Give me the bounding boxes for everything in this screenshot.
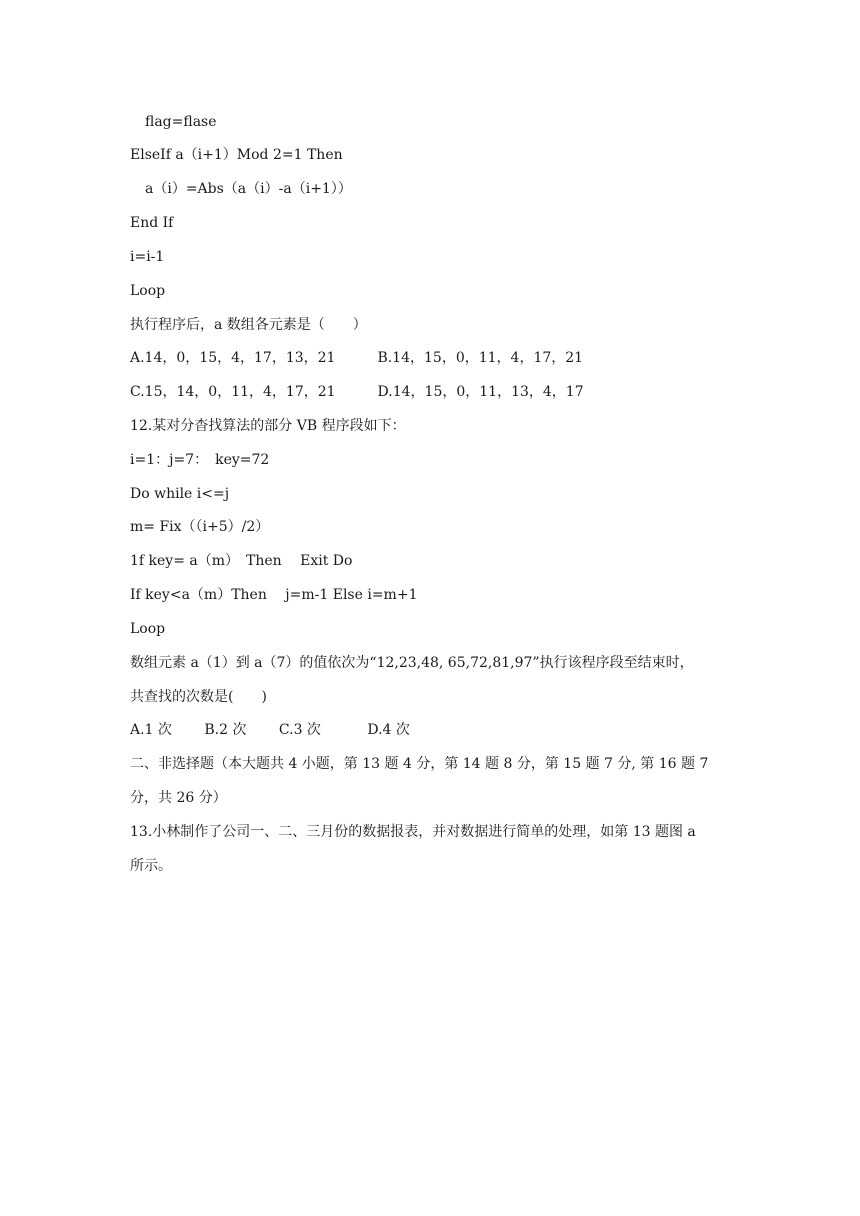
code-line-elseif: ElseIf a（i+1）Mod 2=1 Then (130, 147, 343, 163)
code-line-flag: flag=flase (145, 114, 217, 130)
code-line-decrement: i=i-1 (130, 249, 165, 265)
question-12-options: A.1 次 B.2 次 C.3 次 D.4 次 (130, 722, 410, 738)
question-12-description: 数组元素 a（1）到 a（7）的值依次为“12,23,48, 65,72,81,97”执行该程序段至结束时， (130, 655, 694, 671)
question-13-text-cont: 所示。 (130, 858, 172, 874)
question-11-prompt: 执行程序后，a 数组各元素是（ ） (130, 317, 367, 333)
code-line-loop: Loop (130, 283, 166, 299)
code-line-abs: a（i）=Abs（a（i）-a（i+1）） (145, 181, 352, 197)
code-line-endif: End If (130, 215, 174, 231)
code-line-loop-2: Loop (130, 621, 166, 637)
question-11-options-cd: C.15，14，0，11，4，17，21 D.14，15，0，11，13，4，17 (130, 384, 584, 400)
code-line-if-exit: 1f key= a（m） Then Exit Do (130, 553, 353, 569)
code-line-init: i=1：j=7： key=72 (130, 452, 270, 468)
question-13-text: 13.小林制作了公司一、二、三月份的数据报表，并对数据进行简单的处理，如第 13 题图 a (130, 824, 696, 840)
question-12-title: 12.某对分杳找算法的部分 VB 程序段如下： (130, 418, 406, 434)
code-line-do-while: Do while i<=j (130, 486, 230, 502)
question-11-options-ab: A.14，0，15，4，17，13，21 B.14，15，0，11，4，17，21 (130, 350, 584, 366)
code-line-fix: m= Fix（（i+5）/2） (130, 519, 270, 535)
section-2-heading: 二、非选择题（本大题共 4 小题，第 13 题 4 分，第 14 题 8 分，第 15 题 7 分, 第 16 题 7 (130, 756, 709, 772)
question-12-prompt: 共查找的次数是( ) (130, 689, 267, 705)
section-2-heading-cont: 分，共 26 分） (130, 790, 227, 806)
code-line-if-else: If key<a（m）Then j=m-1 Else i=m+1 (130, 587, 418, 603)
